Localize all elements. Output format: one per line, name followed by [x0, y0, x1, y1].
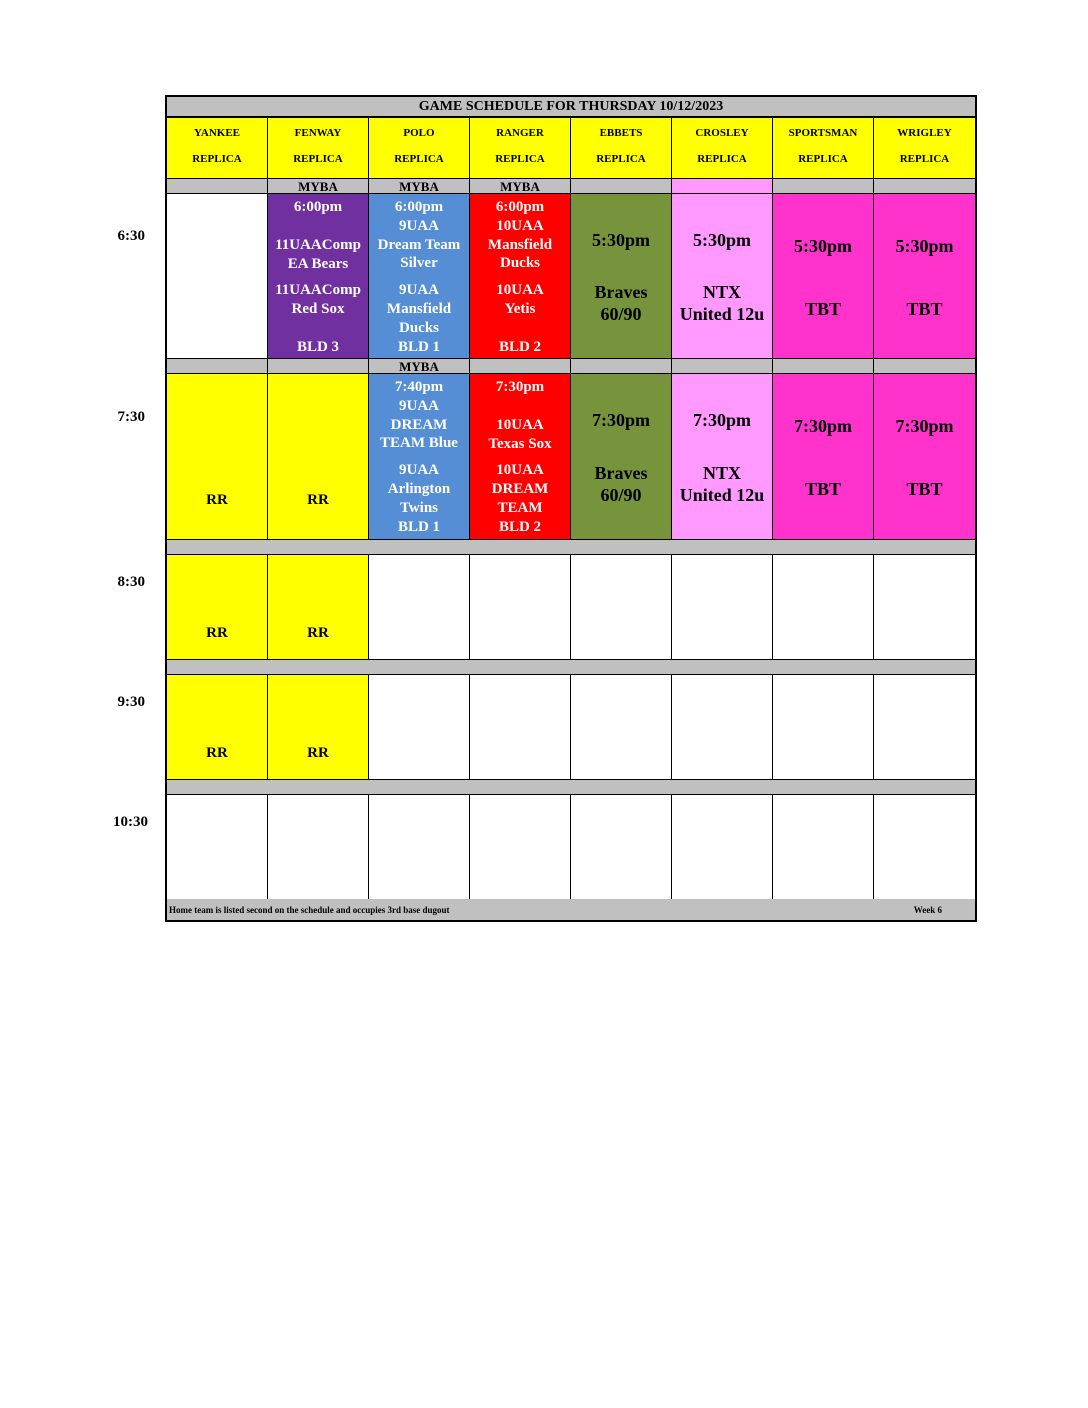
game-slot: 6:00pm 11UAAComp EA Bears 11UAAComp Red Sox BLD 3	[267, 193, 369, 359]
time-label-730: 7:30	[117, 408, 145, 425]
game-slot: 7:30pm TBT	[873, 373, 976, 540]
field-header-ranger: RANGER REPLICA	[469, 117, 571, 179]
field-header-crosley: CROSLEY REPLICA	[671, 117, 773, 179]
schedule-title: GAME SCHEDULE FOR THURSDAY 10/12/2023	[165, 95, 977, 118]
game-slot: 5:30pm TBT	[873, 193, 976, 359]
game-slot: 6:00pm 9UAA Dream Team Silver 9UAA Mansfield Ducks BLD 1	[368, 193, 470, 359]
time-label-630: 6:30	[117, 227, 145, 244]
game-slot: 7:30pm 10UAA Texas Sox 10UAA DREAM TEAM BLD 2	[469, 373, 571, 540]
game-slot: 7:30pm Braves 60/90	[570, 373, 672, 540]
field-header-polo: POLO REPLICA	[368, 117, 470, 179]
time-label-830: 8:30	[117, 573, 145, 590]
league-label: MYBA	[267, 178, 369, 194]
game-slot-rr: RR	[267, 373, 369, 540]
field-header-sportsman: SPORTSMAN REPLICA	[772, 117, 874, 179]
league-label: MYBA	[368, 178, 470, 194]
game-slot: 5:30pm Braves 60/90	[570, 193, 672, 359]
footer-note: Home team is listed second on the schedule and occupies 3rd base dugout	[169, 905, 450, 915]
game-slot: 7:30pm TBT	[772, 373, 874, 540]
field-header-fenway: FENWAY REPLICA	[267, 117, 369, 179]
game-slot: 6:00pm 10UAA Mansfield Ducks 10UAA Yetis BLD 2	[469, 193, 571, 359]
game-slot-rr: RR	[166, 373, 268, 540]
field-header-ebbets: EBBETS REPLICA	[570, 117, 672, 179]
game-slot: 7:40pm 9UAA DREAM TEAM Blue 9UAA Arlington Twins BLD 1	[368, 373, 470, 540]
time-label-1030: 10:30	[113, 813, 148, 830]
league-label: MYBA	[469, 178, 571, 194]
game-slot-rr: RR	[166, 554, 268, 660]
game-slot-rr: RR	[267, 554, 369, 660]
game-slot: 7:30pm NTX United 12u	[671, 373, 773, 540]
game-slot: 5:30pm TBT	[772, 193, 874, 359]
table-frame	[165, 95, 977, 922]
game-slot-rr: RR	[166, 674, 268, 780]
game-slot-rr: RR	[267, 674, 369, 780]
field-header-yankee: YANKEE REPLICA	[166, 117, 268, 179]
field-header-wrigley: WRIGLEY REPLICA	[873, 117, 976, 179]
game-slot: 5:30pm NTX United 12u	[671, 193, 773, 359]
league-label: MYBA	[368, 358, 470, 374]
footer-week: Week 6	[913, 905, 942, 915]
time-label-930: 9:30	[117, 693, 145, 710]
